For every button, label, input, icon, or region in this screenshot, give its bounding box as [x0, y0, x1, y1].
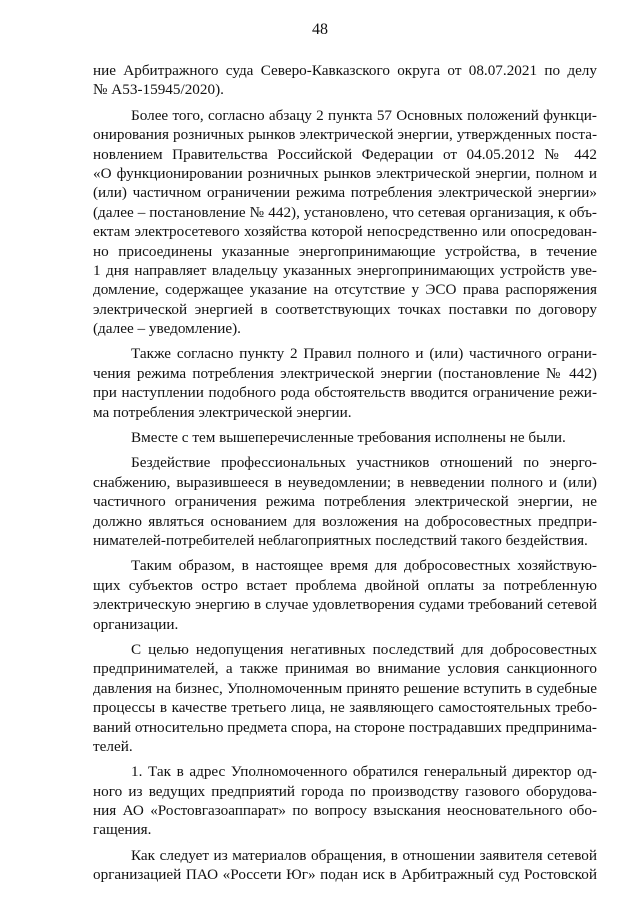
text-line: нимателей-потребителей неблагоприятных последствий такого бездействия.: [93, 531, 588, 549]
text-line: (далее – уведомление).: [93, 320, 241, 338]
text-line: ектам электросетевого хозяйства которой непосредственно или опосредован-: [93, 223, 597, 241]
text-line: Более того, согласно абзацу 2 пункта 57 Основных положений функци-: [131, 106, 597, 124]
text-line: домление, содержащее указание на отсутствие у ЭСО права распоряжения: [93, 281, 597, 299]
text-line: при наступлении подобного рода обстоятельств вводится ограничение режи-: [93, 384, 597, 402]
text-line: должно являться основанием для возложения на добросовестных предпри-: [93, 512, 597, 530]
text-line: но присоединены указанные энергопринимающие устройства, в течение: [93, 242, 597, 260]
text-line: электрической энергией в соответствующих точках поставки по договору: [93, 300, 597, 318]
text-line: (далее – постановление № 442), установлено, что сетевая организация, к объ-: [93, 203, 597, 221]
text-line: № А53-15945/2020).: [93, 81, 224, 99]
text-line: (или) частичном ограничении режима потребления электрической энергии»: [93, 184, 597, 202]
text-line: давления на бизнес, Уполномоченным принято решение вступить в судебные: [93, 679, 597, 697]
text-line: ного из ведущих предприятий города по производству газового оборудова-: [93, 782, 597, 800]
text-line: С целью недопущения негативных последствий для добросовестных: [131, 640, 597, 658]
text-line: 1. Так в адрес Уполномоченного обратился генеральный директор од-: [131, 763, 597, 781]
text-line: ние Арбитражного суда Северо-Кавказского округа от 08.07.2021 по делу: [93, 62, 597, 79]
text-line: телей.: [93, 737, 133, 755]
page-number: 48: [312, 21, 328, 38]
text-line: снабжению, выразившееся в неуведомлении; в невведении полного и (или): [93, 473, 597, 491]
text-line: организацией ПАО «Россети Юг» подан иск в Арбитражный суд Ростовской: [93, 866, 597, 884]
text-line: Вместе с тем вышеперечисленные требования исполнены не были.: [131, 429, 566, 447]
text-line: 1 дня направляет владельцу указанных энергопринимающих устройств уве-: [93, 261, 597, 279]
text-line: чения режима потребления электрической энергии (постановление № 442): [93, 364, 597, 382]
text-line: Как следует из материалов обращения, в отношении заявителя сетевой: [131, 846, 597, 864]
text-line: новлением Правительства Российской Федерации от 04.05.2012 № 442: [93, 145, 597, 163]
text-line: предпринимателей, а также принимая во внимание условия санкционного: [93, 660, 597, 678]
document-body: [93, 61, 597, 885]
text-line: Бездействие профессиональных участников отношений по энерго-: [131, 454, 597, 472]
text-line: онирования розничных рынков электрической энергии, утвержденных поста-: [93, 126, 597, 144]
text-line: щих субъектов остро встает проблема двойной оплаты за потребленную: [93, 576, 597, 594]
text-line: процессы в качестве третьего лица, не заявляющего самостоятельных требо-: [93, 699, 597, 717]
text-line: «О функционировании розничных рынков электрической энергии, полном и: [93, 164, 597, 182]
text-line: Также согласно пункту 2 Правил полного и (или) частичного ограни-: [131, 345, 597, 363]
text-line: ма потребления электрической энергии.: [93, 403, 352, 421]
text-line: электрическую энергию в случае удовлетворения судами требований сетевой: [93, 596, 597, 614]
text-line: частичного ограничения режима потребления электрической энергии, не: [93, 493, 597, 511]
text-line: ния АО «Ростовгазоаппарат» по вопросу взыскания неосновательного обо-: [93, 802, 597, 820]
text-line: Таким образом, в настоящее время для добросовестных хозяйствую-: [131, 557, 597, 575]
text-line: организации.: [93, 615, 179, 633]
text-line: ваний относительно предмета спора, на стороне пострадавших предпринима-: [93, 718, 597, 736]
text-line: гащения.: [93, 821, 152, 839]
